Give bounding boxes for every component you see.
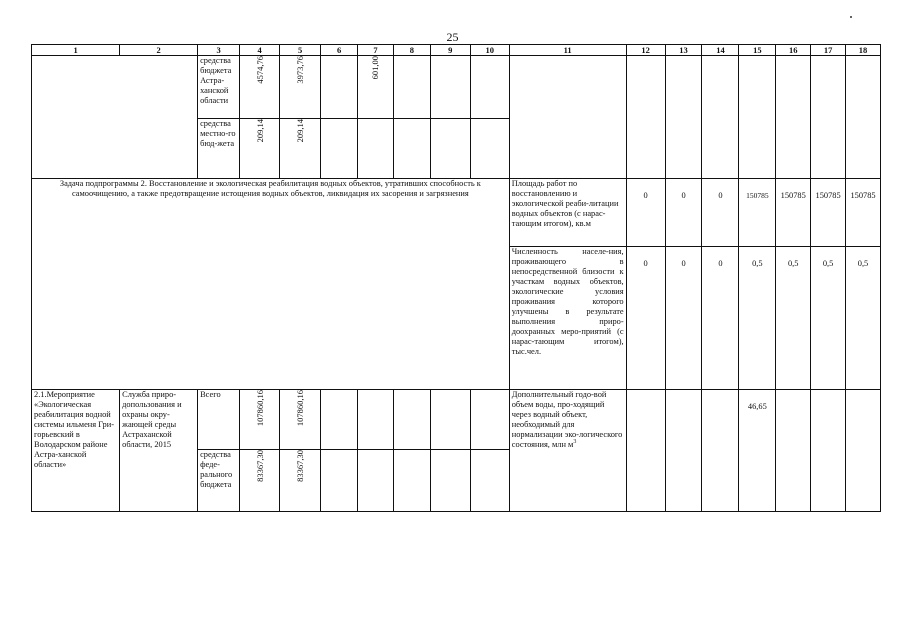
empty-cell (430, 119, 470, 179)
amount-value: 83367,30 (254, 450, 265, 482)
empty-cell (321, 119, 358, 179)
source-cell: средства бюджета Астра-ханской области (198, 56, 240, 119)
amount-cell (280, 390, 321, 450)
header-cell: 3 (198, 45, 240, 56)
indicator-value: 0,5 (811, 247, 846, 390)
header-cell: 10 (470, 45, 509, 56)
indicator-value: 0 (626, 179, 665, 247)
empty-cell (393, 450, 430, 512)
source-cell: средства феде-рального бюджета (198, 450, 240, 512)
indicator-value: 150785 (776, 179, 811, 247)
indicator-cell (509, 390, 626, 512)
header-cell: 17 (811, 45, 846, 56)
amount-cell (240, 56, 280, 119)
indicator-value: 150785 (811, 179, 846, 247)
header-cell: 1 (32, 45, 120, 56)
indicator-cell: Численность населе-ния, проживающего в непосредственной близости к участкам водных объектов, экологические условия проживания которого улучшены в результате выполнения приро-доохранных меро-приятий (с нарас-тающим итогом), тыс.чел. (509, 247, 626, 390)
indicator-value: 0,5 (739, 247, 776, 390)
empty-cell (811, 56, 846, 179)
empty-cell (470, 56, 509, 119)
empty-cell (739, 56, 776, 179)
amount-cell (240, 390, 280, 450)
header-cell: 16 (776, 45, 811, 56)
empty-cell (321, 390, 358, 450)
empty-cell (321, 450, 358, 512)
amount-cell (240, 119, 280, 179)
empty-cell (358, 450, 394, 512)
header-cell: 15 (739, 45, 776, 56)
amount-cell (280, 450, 321, 512)
scan-speck (850, 16, 852, 18)
header-cell: 14 (702, 45, 739, 56)
source-cell: средства местно-го бюд-жета (198, 119, 240, 179)
indicator-cell: Площадь работ по восстановлению и экологической реаби-литации водных объектов (с нарас-тающим итогом), кв.м (509, 179, 626, 247)
empty-cell (470, 450, 509, 512)
header-row (32, 45, 881, 56)
indicator-value: 0,5 (846, 247, 881, 390)
header-cell: 13 (665, 45, 702, 56)
task-indicator-row (32, 179, 881, 247)
indicator-value: 0 (702, 179, 739, 247)
empty-cell (470, 390, 509, 450)
indicator-value: 150785 (846, 179, 881, 247)
regional-budget-row (32, 56, 881, 119)
indicator-text: Дополнительный годо-вой объем воды, про-ходящий через водный объект, необходимый для нормализации эко-логического состояния, млн м (511, 390, 623, 449)
header-cell: 6 (321, 45, 358, 56)
empty-cell (430, 390, 470, 450)
empty-cell (811, 390, 846, 512)
measure-name-cell: 2.1.Мероприятие «Экологическая реабилитация водной системы ильменя Гри-горьевский в Володарском районе Астра-ханской области» (32, 390, 120, 512)
amount-value: 107860,16 (254, 390, 265, 427)
empty-cell (393, 390, 430, 450)
empty-cell (665, 56, 702, 179)
empty-cell (626, 390, 665, 512)
empty-cell (846, 56, 881, 179)
measure-total-row (32, 390, 881, 450)
empty-cell (358, 390, 394, 450)
amount-value: 83367,30 (295, 450, 306, 482)
program-table (31, 44, 881, 512)
empty-cell (776, 390, 811, 512)
indicator-value: 150785 (739, 179, 776, 247)
empty-cell (430, 450, 470, 512)
empty-cell (321, 56, 358, 119)
header-cell: 8 (393, 45, 430, 56)
amount-value: 209,14 (254, 119, 265, 143)
amount-value: 209,14 (295, 119, 306, 143)
empty-cell (776, 56, 811, 179)
empty-cell (665, 390, 702, 512)
indicator-value: 0 (665, 179, 702, 247)
header-cell: 18 (846, 45, 881, 56)
empty-cell (846, 390, 881, 512)
header-cell: 9 (430, 45, 470, 56)
empty-cell (358, 119, 394, 179)
header-cell: 4 (240, 45, 280, 56)
amount-value: 4574,76 (254, 56, 265, 84)
page-number: 25 (446, 30, 459, 44)
empty-cell (430, 56, 470, 119)
blank-cell (32, 56, 198, 179)
indicator-value: 46,65 (739, 390, 776, 512)
header-cell: 7 (358, 45, 394, 56)
amount-value: 3973,76 (295, 56, 306, 84)
empty-cell (702, 56, 739, 179)
indicator-value: 0 (626, 247, 665, 390)
amount-cell (280, 119, 321, 179)
empty-cell (702, 390, 739, 512)
empty-cell (626, 56, 665, 179)
indicator-value: 0,5 (776, 247, 811, 390)
empty-cell (393, 119, 430, 179)
source-cell: Всего (198, 390, 240, 450)
indicator-value: 0 (665, 247, 702, 390)
empty-cell (393, 56, 430, 119)
header-cell: 2 (120, 45, 198, 56)
amount-value: 107860,16 (295, 390, 306, 427)
indicator-value: 0 (702, 247, 739, 390)
amount-value: 601,00 (370, 56, 381, 80)
empty-cell (470, 119, 509, 179)
task-cell: Задача подпрограммы 2. Восстановление и экологическая реабилитация водных объектов, утративших способность к самоочищению, а также предотвращение истощения водных объектов, ликвидация их засорения и загрязнения (32, 179, 510, 390)
amount-cell (358, 56, 394, 119)
executor-cell: Служба приро-допользования и охраны окру-жающей среды Астраханской области, 2015 (120, 390, 198, 512)
amount-cell (280, 56, 321, 119)
header-cell: 11 (509, 45, 626, 56)
unit-superscript: 3 (573, 439, 577, 446)
amount-cell (240, 450, 280, 512)
header-cell: 5 (280, 45, 321, 56)
empty-cell (509, 56, 626, 179)
header-cell: 12 (626, 45, 665, 56)
